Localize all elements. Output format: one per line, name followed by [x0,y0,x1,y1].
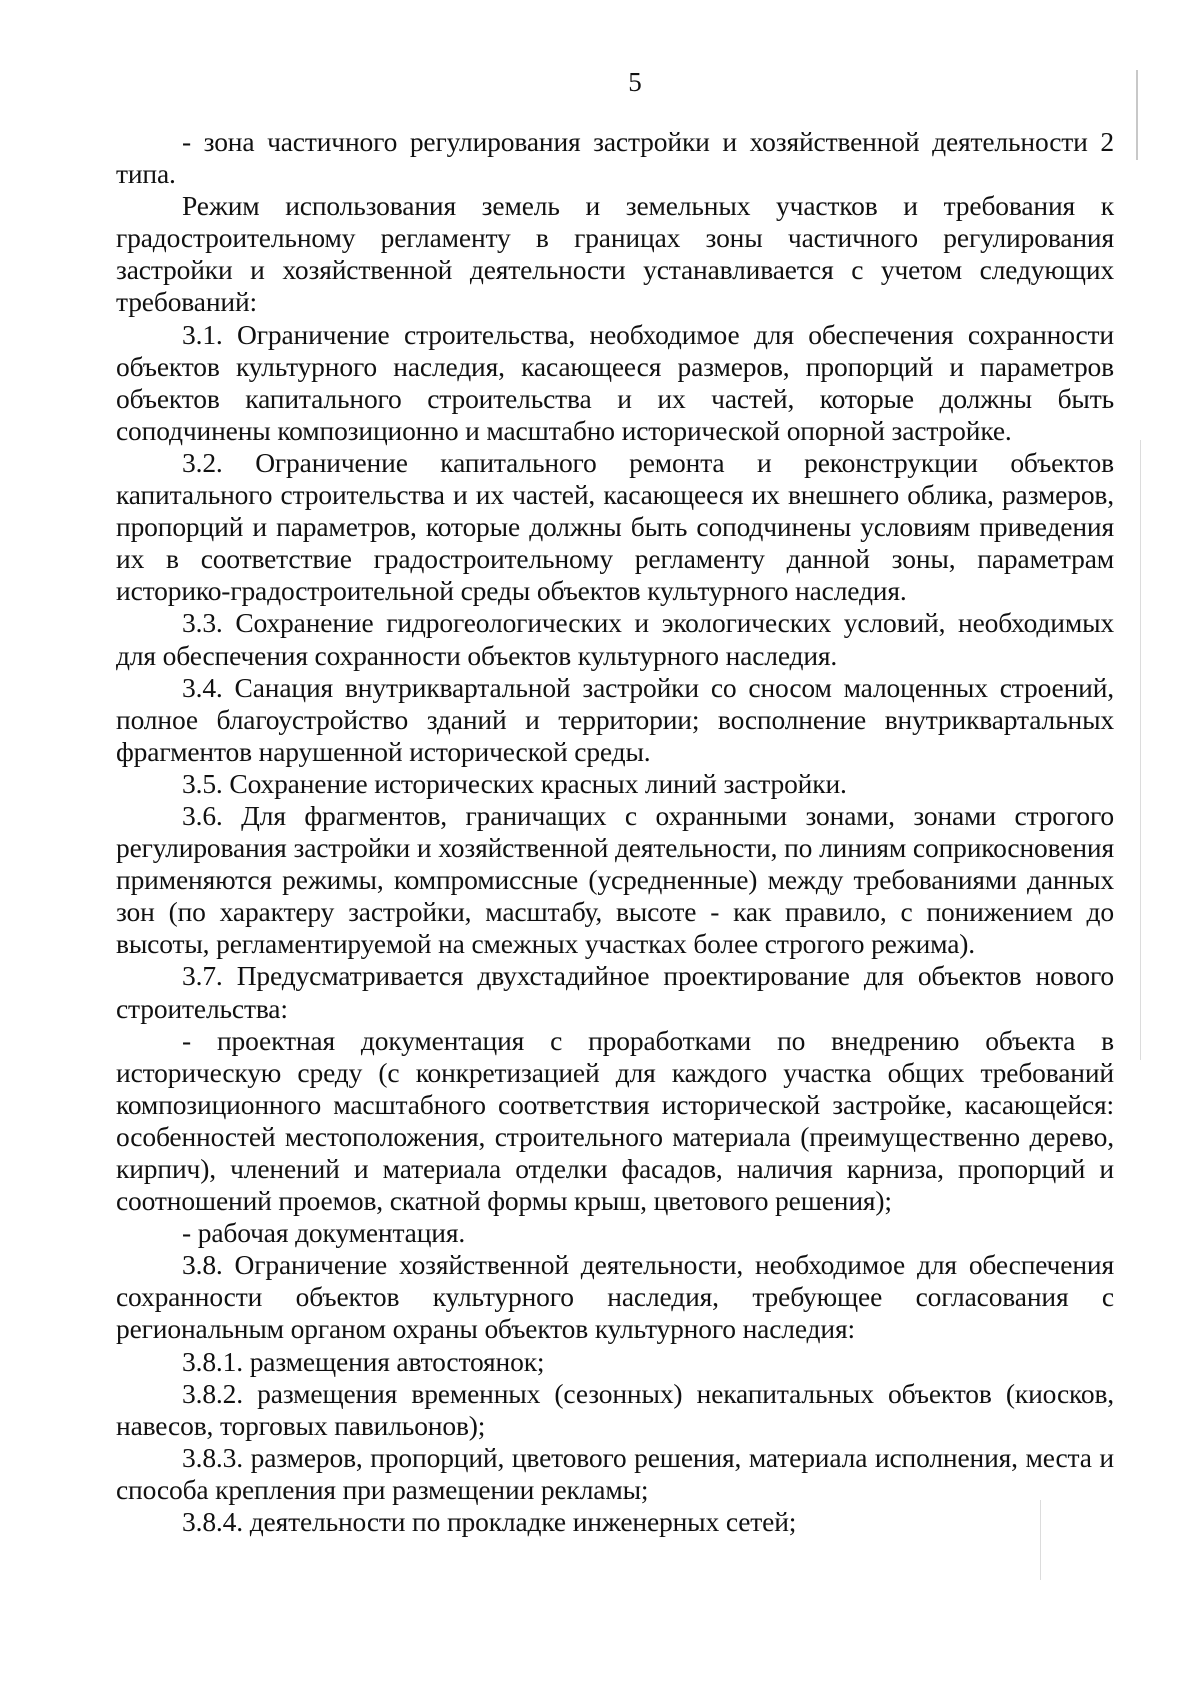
paragraph-3-8-2: 3.8.2. размещения временных (сезонных) некапитальных объектов (киосков, навесов, торговых павильонов); [116,1377,1114,1441]
paragraph-project-docs: - проектная документация с проработками по внедрению объекта в историческую среду (с конкретизацией для каждого участка общих требований композиционного масштабного соответствия исторической застройке, касающейся: особенностей местоположения, строительного материала (преимущественно дерево, кирпич), членений и материала отделки фасадов, наличия карниза, пропорций и соотношений проемов, скатной формы крыш, цветового решения); [116,1024,1114,1217]
paragraph-3-8-4: 3.8.4. деятельности по прокладке инженерных сетей; [182,1506,797,1538]
scan-edge-line [1140,440,1141,1060]
paragraph-3-4: 3.4. Санация внутриквартальной застройки со сносом малоценных строений, полное благоустройство зданий и территории; восполнение внутриквартальных фрагментов нарушенной исторической среды. [116,671,1114,767]
paragraph-working-docs: - рабочая документация. [182,1217,466,1249]
paragraph-3-8-3: 3.8.3. размеров, пропорций, цветового решения, материала исполнения, места и способа крепления при размещении рекламы; [116,1441,1114,1505]
paragraph-zone-type: - зона частичного регулирования застройки и хозяйственной деятельности 2 типа. [116,126,1114,190]
paragraph-3-5: 3.5. Сохранение исторических красных линий застройки. [182,767,847,799]
document-body [116,126,1114,1538]
paragraph-regime-intro: Режим использования земель и земельных участков и требования к градостроительному регламенту в границах зоны частичного регулирования застройки и хозяйственной деятельности устанавливается с учетом следующих требований: [116,190,1114,318]
paragraph-3-1: 3.1. Ограничение строительства, необходимое для обеспечения сохранности объектов культурного наследия, касающееся размеров, пропорций и параметров объектов капитального строительства и их частей, которые должны быть соподчинены композиционно и масштабно исторической опорной застройке. [116,318,1114,446]
paragraph-3-8: 3.8. Ограничение хозяйственной деятельности, необходимое для обеспечения сохранности объектов культурного наследия, требующее согласования с региональным органом охраны объектов культурного наследия: [116,1249,1114,1345]
paragraph-3-7: 3.7. Предусматривается двухстадийное проектирование для объектов нового строительства: [116,960,1114,1024]
paragraph-3-8-1: 3.8.1. размещения автостоянок; [182,1345,545,1377]
paragraph-3-2: 3.2. Ограничение капитального ремонта и реконструкции объектов капитального строительства и их частей, касающееся их внешнего облика, размеров, пропорций и параметров, которые должны быть соподчинены условиям приведения их в соответствие градостроительному регламенту данной зоны, параметрам историко-градостроительной среды объектов культурного наследия. [116,446,1114,607]
paragraph-3-3: 3.3. Сохранение гидрогеологических и экологических условий, необходимых для обеспечения сохранности объектов культурного наследия. [116,607,1114,671]
page-number: 5 [628,67,642,97]
paragraph-3-6: 3.6. Для фрагментов, граничащих с охранными зонами, зонами строгого регулирования застройки и хозяйственной деятельности, по линиям соприкосновения применяются режимы, компромиссные (усредненные) между требованиями данных зон (по характеру застройки, масштабу, высоте - как правило, с понижением до высоты, регламентируемой на смежных участках более строгого режима). [116,799,1114,960]
